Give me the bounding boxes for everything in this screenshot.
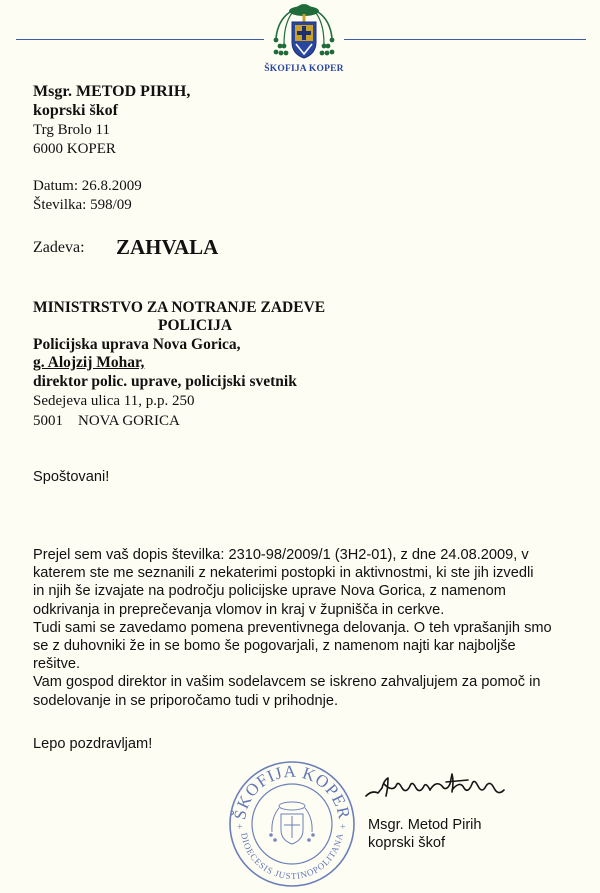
letterhead-org-name: ŠKOFIJA KOPER — [264, 64, 344, 74]
body-line: rešitve. — [33, 656, 81, 673]
document-date: Datum: 26.8.2009 — [33, 178, 142, 194]
diocese-coat-of-arms-icon — [266, 0, 342, 62]
handwritten-signature-icon — [364, 766, 514, 810]
subject-label — [33, 239, 85, 257]
recipient-city: 5001 NOVA GORICA — [33, 413, 180, 429]
closing: Lepo pozdravljam! — [33, 736, 153, 752]
body-line: odkrivanja in preprečevanja vlomov in kraj v župnišča in cerkve. — [33, 601, 445, 618]
official-stamp-icon — [227, 758, 357, 890]
signature-title: koprski škof — [368, 835, 446, 851]
subject-value: ZAHVALA — [116, 235, 219, 259]
sender-name: Msgr. METOD PIRIH, — [33, 83, 191, 100]
svg-text:+: + — [340, 822, 346, 833]
body-line: Vam gospod direktor in vašim sodelavcem se iskreno zahvaljujem za pomoč in — [33, 674, 541, 691]
recipient-street: Sedejeva ulica 11, p.p. 250 — [33, 393, 195, 409]
svg-text:+: + — [237, 822, 243, 833]
stamp-inner-text: DIOECESIS JUSTINOPOLITANA — [239, 831, 345, 882]
stamp-outer-text: ŠKOFIJA KOPER — [230, 761, 354, 822]
recipient-person: g. Alojzij Mohar, — [33, 354, 145, 371]
body-line: se z duhovniki že in se bomo še pogovarjali, z namenom najti kar najboljše — [33, 638, 516, 655]
recipient-police: POLICIJA — [158, 317, 233, 334]
letter-body — [33, 546, 573, 710]
letterhead-rule-right — [344, 39, 586, 40]
sender-street: Trg Brolo 11 — [33, 122, 110, 138]
body-line: katerem ste me seznanili z nekaterimi postopki in aktivnostmi, ki ste jih izvedli — [33, 565, 534, 582]
body-line: Tudi sami se zavedamo pomena preventivnega delovanja. O teh vprašanjih smo — [33, 619, 552, 636]
recipient-department: Policijska uprava Nova Gorica, — [33, 336, 241, 353]
body-line: sodelovanje in se priporočamo tudi v prihodnje. — [33, 692, 339, 709]
sender-title: koprski škof — [33, 102, 118, 119]
body-line: in njih še izvajate na področju policijske uprave Nova Gorica, z namenom — [33, 583, 506, 600]
greeting: Spoštovani! — [33, 469, 110, 485]
signature-name: Msgr. Metod Pirih — [368, 817, 482, 833]
svg-text:ŠKOFIJA KOPER — [230, 762, 354, 821]
subject-label-text: Zadeva: — [33, 239, 85, 256]
body-line: Prejel sem vaš dopis številka: 2310-98/2009/1 (3H2-01), z dne 24.08.2009, v — [33, 547, 529, 563]
letterhead-rule-left — [16, 39, 264, 40]
recipient-ministry: MINISTRSTVO ZA NOTRANJE ZADEVE — [33, 299, 326, 316]
recipient-position: direktor polic. uprave, policijski svetnik — [33, 373, 297, 390]
document-number: Številka: 598/09 — [33, 197, 132, 213]
sender-city: 6000 KOPER — [33, 141, 116, 157]
